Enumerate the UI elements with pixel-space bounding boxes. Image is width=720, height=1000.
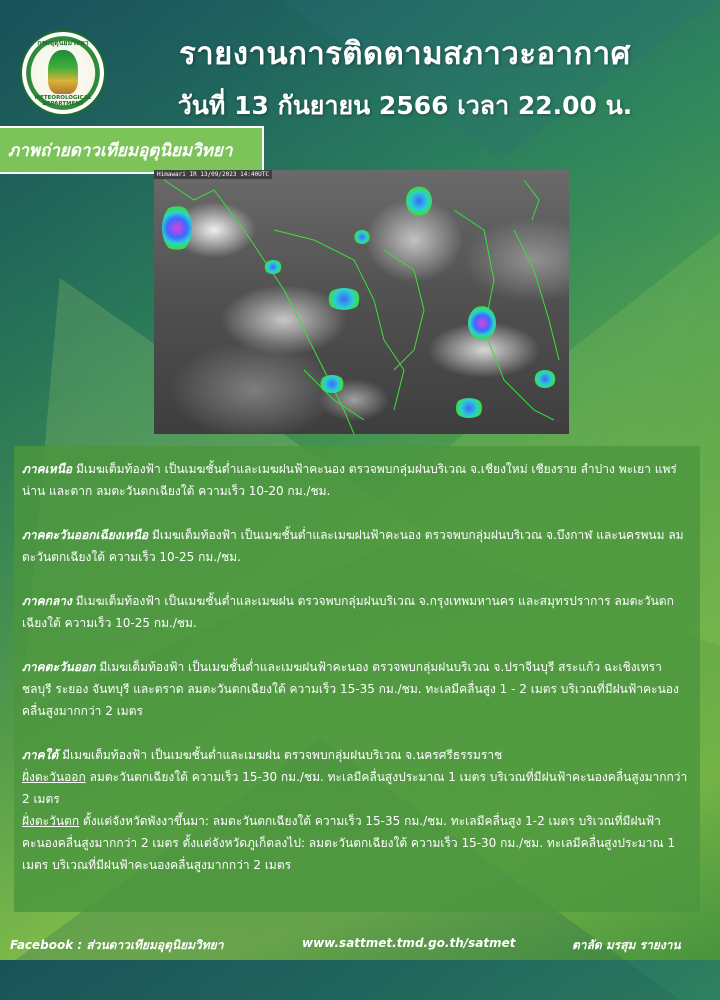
region-text: มีเมฆเต็มท้องฟ้า เป็นเมฆชั้นต่ำและเมฆฝนฟ้าคะนอง ตรวจพบกลุ่มฝนบริเวณ จ.บึงกาฬ และนครพนม ลมตะวันตกเฉียงใต้ ความเร็ว 10-25 กม./ชม. [22,528,684,564]
storm-cell [534,370,556,388]
satellite-caption: Himawari IR 13/09/2023 14:40UTC [154,170,272,179]
region-label: ภาคตะวันออกเฉียงเหนือ [22,528,149,542]
region-text: มีเมฆเต็มท้องฟ้า เป็นเมฆชั้นต่ำและเมฆฝน ตรวจพบกลุ่มฝนบริเวณ จ.กรุงเทพมหานคร และสมุทรปราการ ลมตะวันตกเฉียงใต้ ความเร็ว 10-25 กม./ชม. [22,594,674,630]
report-north [22,458,690,502]
storm-cell [162,204,192,252]
logo-bottom-text: METEOROLOGICAL DEPARTMENT [34,95,92,107]
storm-cell [264,260,282,274]
storm-cell [319,375,345,393]
page-subtitle: วันที่ 13 กันยายน 2566 เวลา 22.00 น. [177,91,633,120]
region-label: ภาคตะวันออก [22,660,96,674]
report-south [22,744,690,876]
logo-top-text: กรมอุตุนิยมวิทยา [37,39,89,47]
coastline-overlay [154,170,569,434]
storm-cell [468,306,496,340]
facebook-link[interactable]: Facebook : ส่วนดาวเทียมอุตุนิยมวิทยา [10,938,224,952]
region-label: ภาคกลาง [22,594,72,608]
west-coast-label: ฝั่งตะวันตก [22,814,80,828]
page-title: รายงานการติดตามสภาวะอากาศ [179,36,631,72]
report-east [22,656,690,722]
report-central [22,590,690,634]
storm-cell [354,230,370,244]
tmd-logo [22,32,104,114]
region-label: ภาคเหนือ [22,462,73,476]
east-coast-label: ฝั่งตะวันออก [22,770,86,784]
logo-emblem-icon [48,50,78,94]
east-coast-text: ลมตะวันตกเฉียงใต้ ความเร็ว 15-30 กม./ชม. ทะเลมีคลื่นสูงประมาณ 1 เมตร บริเวณที่มีฝนฟ้าคะนองคลื่นสูงมากกว่า 2 เมตร [22,770,688,806]
region-text: มีเมฆเต็มท้องฟ้า เป็นเมฆชั้นต่ำและเมฆฝนฟ้าคะนอง ตรวจพบกลุ่มฝนบริเวณ จ.ปราจีนบุรี สระแก้ว ฉะเชิงเทรา ชลบุรี ระยอง จันทบุรี และตราด ลมตะวันตกเฉียงใต้ ความเร็ว 15-35 กม./ชม. ทะเลมีคลื่นสูง 1 - 2 เมตร บริเวณที่มีฝนฟ้าคะนองคลื่นสูงมากกว่า 2 เมตร [22,660,679,718]
west-coast-text: ตั้งแต่จังหวัดพังงาขึ้นมา: ลมตะวันตกเฉียงใต้ ความเร็ว 15-35 กม./ชม. ทะเลมีคลื่นสูง 1-2 เมตร บริเวณที่มีฝนฟ้าคะนองคลื่นสูงมากกว่า 2 เมตร ตั้งแต่จังหวัดภูเก็ตลงไป: ลมตะวันตกเฉียงใต้ ความเร็ว 15-30 กม./ชม. ทะเลมีคลื่นสูงประมาณ 1 เมตร บริเวณที่มีฝนฟ้าคะนองคลื่นสูงมากกว่า 2 เมตร [22,814,676,872]
region-label: ภาคใต้ [22,748,59,762]
storm-cell [326,288,362,310]
website-link[interactable]: www.sattmet.tmd.go.th/satmet [302,936,516,950]
background-facet [200,0,720,160]
storm-cell [406,186,432,216]
section-label: ภาพถ่ายดาวเทียมอุตุนิยมวิทยา [0,126,264,174]
region-text: มีเมฆเต็มท้องฟ้า เป็นเมฆชั้นต่ำและเมฆฝน ตรวจพบกลุ่มฝนบริเวณ จ.นครศรีธรรมราช [62,748,503,762]
storm-cell [454,398,484,418]
region-text: มีเมฆเต็มท้องฟ้า เป็นเมฆชั้นต่ำและเมฆฝนฟ้าคะนอง ตรวจพบกลุ่มฝนบริเวณ จ.เชียงใหม่ เชียงราย ลำปาง พะเยา แพร่ น่าน และตาก ลมตะวันตกเฉียงใต้ ความเร็ว 10-20 กม./ชม. [22,462,677,498]
satellite-image [154,170,569,434]
reporter-credit: ตาลัด มรสุม รายงาน [572,938,681,952]
weather-report-panel [14,446,700,912]
report-northeast [22,524,690,568]
